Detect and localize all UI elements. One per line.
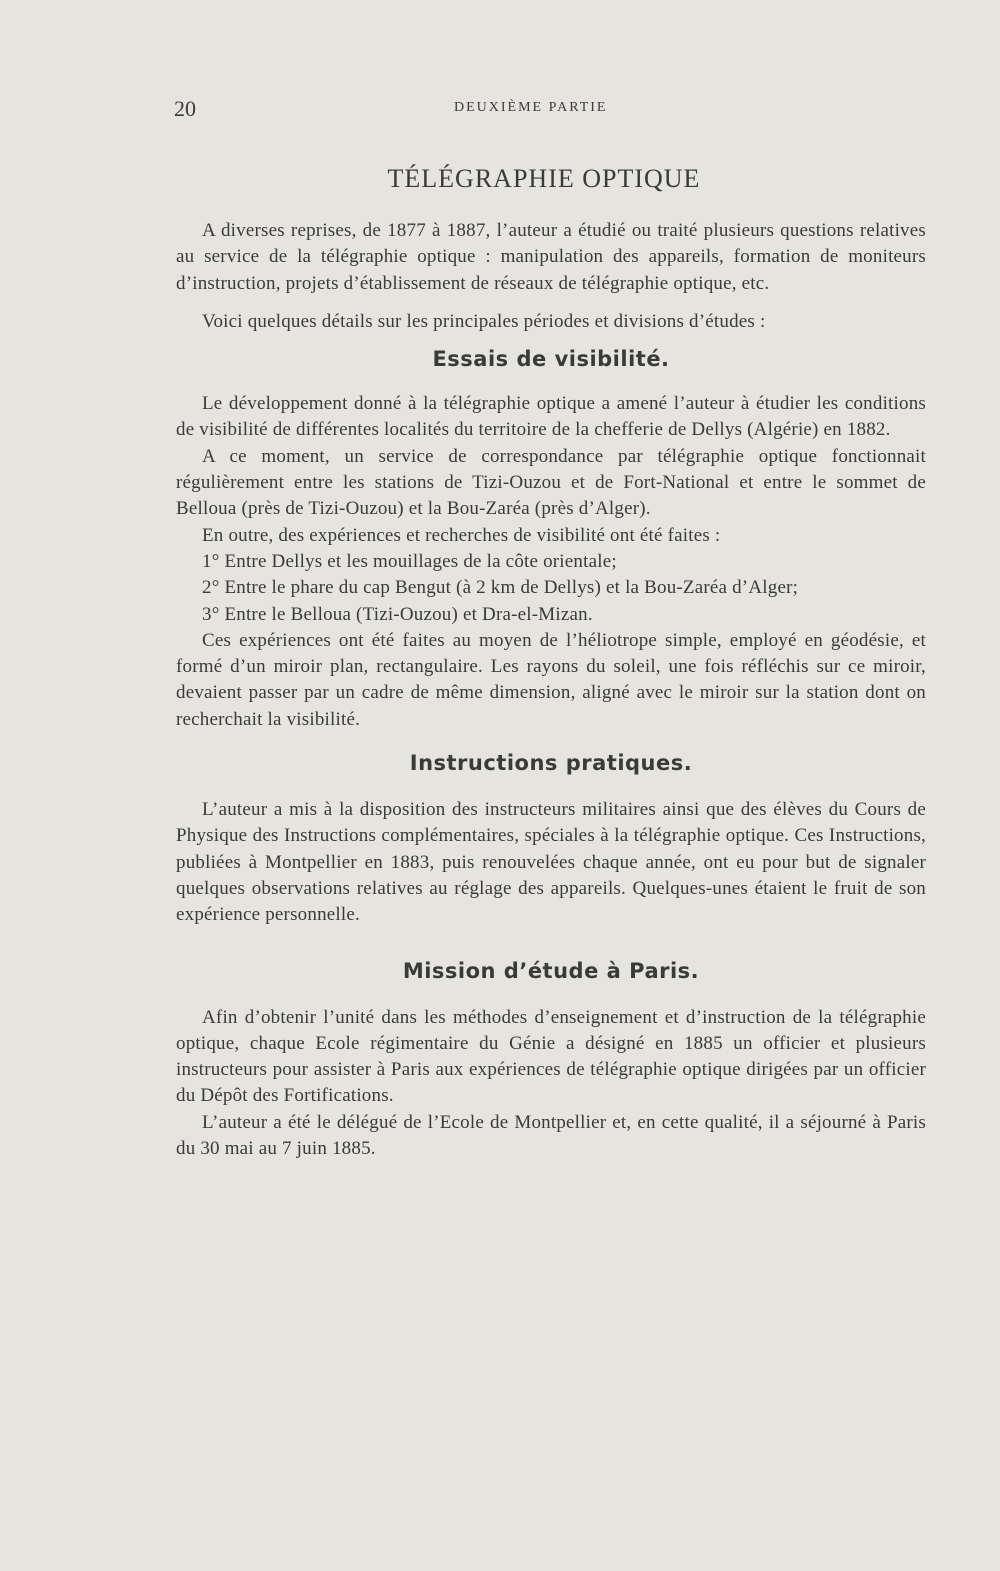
- paragraph: L’auteur a mis à la disposition des instructeurs militaires ainsi que des élèves du Cours de Physique des Instructions complémentaires, spéciales à la télégraphie optique. Ces Instructions, publiées à Montpellier en 1883, puis renouvelées chaque année, ont eu pour but de signaler quelques observations relatives au réglage des appareils. Quelques-unes étaient le fruit de son expérience personnelle.: [176, 799, 926, 926]
- section-heading-instructions: Instructions pratiques.: [409, 751, 693, 776]
- paragraph: L’auteur a été le délégué de l’Ecole de Montpellier et, en cette qualité, il a séjourné à Paris du 30 mai au 7 juin 1885.: [176, 1111, 926, 1160]
- intro-paragraph: Voici quelques détails sur les principales périodes et divisions d’études :: [202, 310, 766, 332]
- body-text: [176, 218, 926, 1162]
- paragraph: En outre, des expériences et recherches de visibilité ont été faites :: [202, 524, 721, 546]
- paragraph: Le développement donné à la télégraphie optique a amené l’auteur à étudier les conditions de visibilité de différentes localités du territoire de la chefferie de Dellys (Algérie) en 1882.: [176, 393, 926, 441]
- paragraph: A ce moment, un service de correspondance par télégraphie optique fonctionnait régulièrement entre les stations de Tizi-Ouzou et de Fort-National et entre le sommet de Belloua (près de Tizi-Ouzou) et la Bou-Zaréa (près d’Alger).: [176, 445, 926, 520]
- list-item: 3° Entre le Belloua (Tizi-Ouzou) et Dra-el-Mizan.: [202, 603, 593, 625]
- paragraph: Afin d’obtenir l’unité dans les méthodes d’enseignement et d’instruction de la télégraphie optique, chaque Ecole régimentaire du Génie a désigné en 1885 un officier et plusieurs instructeurs pour assister à Paris aux expériences de télégraphie optique dirigées par un officier du Dépôt des Fortifications.: [176, 1006, 926, 1107]
- section-heading-visibilite: Essais de visibilité.: [432, 347, 670, 372]
- chapter-title: TÉLÉGRAPHIE OPTIQUE: [387, 164, 701, 193]
- paragraph: Ces expériences ont été faites au moyen de l’héliotrope simple, employé en géodésie, et formé d’un miroir plan, rectangulaire. Les rayons du soleil, une fois réfléchis sur ce miroir, devaient passer par un cadre de même dimension, aligné avec le miroir sur la station dont on recherchait la visibilité.: [176, 629, 926, 730]
- page-header: [174, 96, 644, 126]
- intro-paragraph: A diverses reprises, de 1877 à 1887, l’auteur a étudié ou traité plusieurs questions relatives au service de la télégraphie optique : manipulation des appareils, formation de moniteurs d’instruction, projets d’établissement de réseaux de télégraphie optique, etc.: [176, 220, 926, 294]
- running-head: DEUXIÈME PARTIE: [454, 100, 608, 115]
- list-item: 2° Entre le phare du cap Bengut (à 2 km de Dellys) et la Bou-Zaréa d’Alger;: [202, 577, 799, 599]
- list-item: 1° Entre Dellys et les mouillages de la côte orientale;: [202, 550, 617, 572]
- section-heading-mission: Mission d’étude à Paris.: [402, 958, 700, 983]
- page-number: 20: [174, 96, 196, 121]
